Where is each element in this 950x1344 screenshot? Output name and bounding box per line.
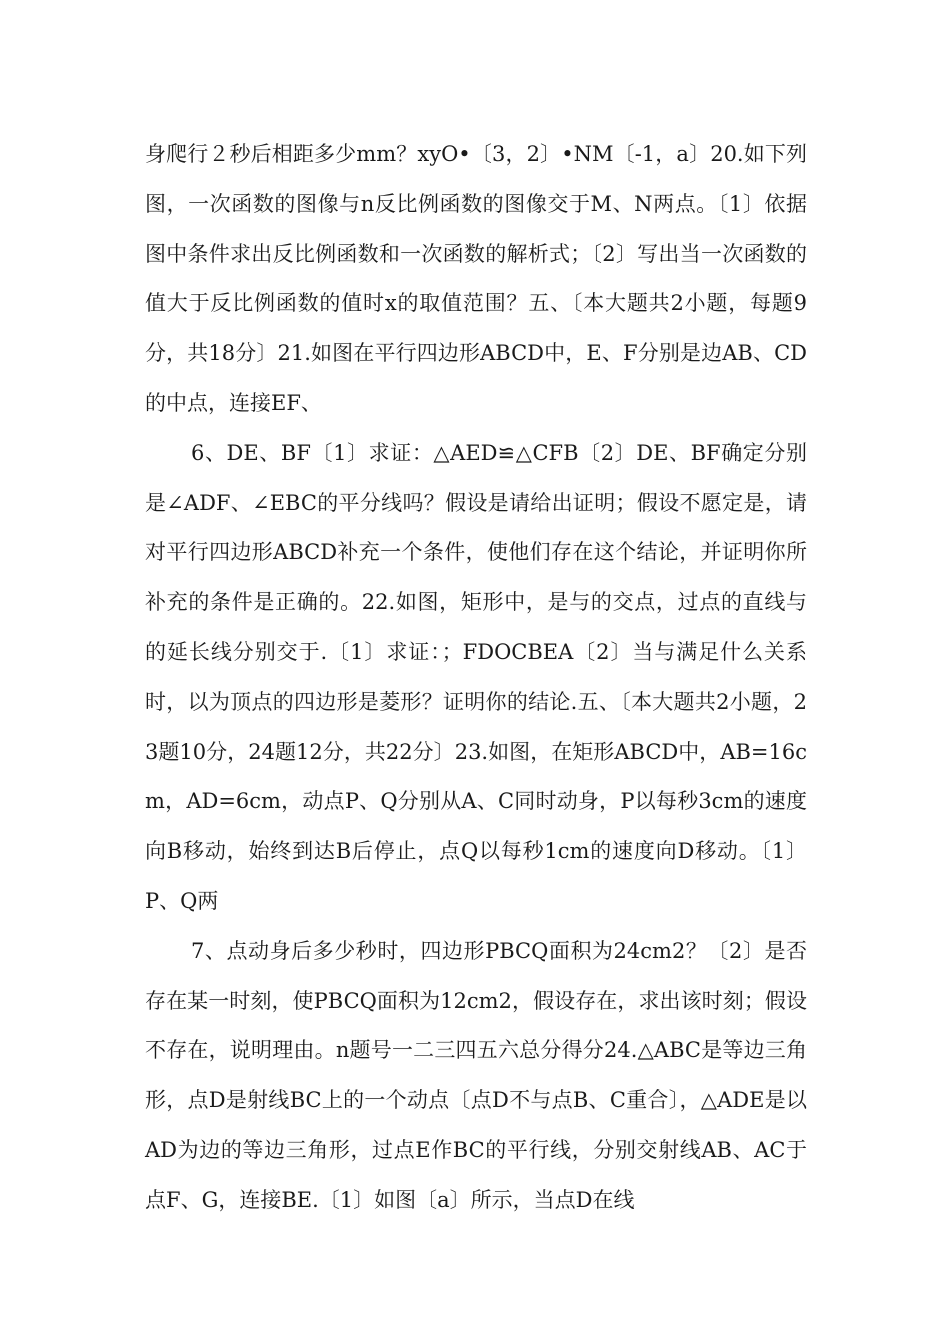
paragraph-3: 7、点动身后多少秒时，四边形PBCQ面积为24cm2？〔2〕是否存在某一时刻，使PBCQ面积为12cm2，假设存在，求出该时刻；假设不存在，说明理由。n题号一二三四五六总分得分24.△ABC是等边三角形，点D是射线BC上的一个动点〔点D不与点B、C重合〕，△ADE是以AD为边的等边三角形，过点E作BC的平行线，分别交射线AB、AC于点F、G，连接BE.〔1〕如图〔a〕所示，当点D在线 [145, 938, 807, 1212]
paragraph-2: 6、DE、BF〔1〕求证：△AED≌△CFB〔2〕DE、BF确定分别是∠ADF、∠EBC的平分线吗？假设是请给出证明；假设不愿定是，请对平行四边形ABCD补充一个条件，使他们存在这个结论，并证明你所补充的条件是正确的。22.如图，矩形中，是与的交点，过点的直线与的延长线分别交于.〔1〕求证：；FDOCBEA〔2〕当与满足什么关系时，以为顶点的四边形是菱形？证明你的结论.五、〔本大题共2小题，23题10分，24题12分，共22分〕23.如图，在矩形ABCD中，AB=16cm，AD=6cm，动点P、Q分别从A、C同时动身，P以每秒3cm的速度向B移动，始终到达B后停止，点Q以每秒1cm的速度向D移动。〔1〕P、Q两 [145, 440, 807, 913]
document-body [145, 130, 807, 1226]
paragraph-1: 身爬行２秒后相距多少mm？xyO•〔3，2〕•NM〔-1，a〕20.如下列图，一次函数的图像与n反比例函数的图像交于M、N两点。〔1〕依据图中条件求出反比例函数和一次函数的解析式；〔2〕写出当一次函数的值大于反比例函数的值时x的取值范围？五、〔本大题共2小题，每题9分，共18分〕21.如图在平行四边形ABCD中，E、F分别是边AB、CD的中点，连接EF、 [145, 142, 807, 415]
